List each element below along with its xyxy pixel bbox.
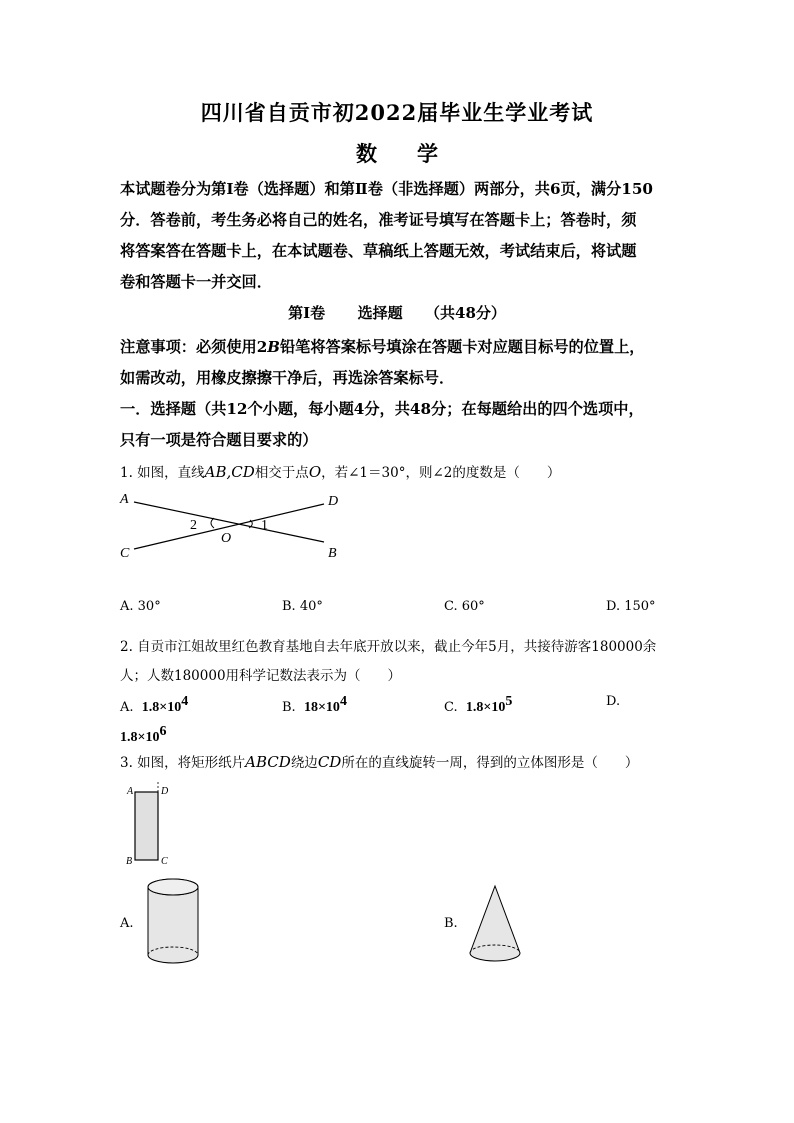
label-angle-2: 2 xyxy=(190,518,197,533)
q2-option-a[interactable] xyxy=(120,694,188,716)
section-heading xyxy=(0,302,794,323)
option-exponent: 4 xyxy=(181,694,189,709)
section-heading-part: （共48分） xyxy=(425,304,506,322)
rectangle-abcd-figure xyxy=(120,780,180,870)
notice-math: B xyxy=(267,338,280,356)
notice-text: 铅笔将答案标号填涂在答题卡对应题目标号的位置上， xyxy=(279,338,645,356)
option-label: C. xyxy=(444,700,458,715)
q1-option-a[interactable]: A. 30° xyxy=(120,599,161,614)
option-value: 1.8×10 xyxy=(465,700,506,715)
q1-option-c[interactable]: C. 60° xyxy=(444,599,485,614)
label-d: D xyxy=(328,494,339,509)
q2-option-d-label[interactable]: D. xyxy=(606,694,621,709)
q-text: 1. 如图，直线 xyxy=(120,465,205,481)
angle-2-arc xyxy=(211,518,214,528)
label-a: A xyxy=(120,492,129,507)
label-c: C xyxy=(161,856,168,867)
option-label: A. xyxy=(120,700,134,715)
option-exponent: 4 xyxy=(339,694,347,709)
section-heading-part: 第Ⅰ卷 xyxy=(288,304,326,322)
notice-line: 如需改动，用橡皮擦擦干净后，再选涂答案标号． xyxy=(120,369,455,387)
q1-option-b[interactable]: B. 40° xyxy=(282,599,323,614)
q-text: 3. 如图，将矩形纸片 xyxy=(120,755,246,771)
q-math: AB,CD xyxy=(204,463,255,481)
option-label: B. xyxy=(282,700,296,715)
label-o: O xyxy=(221,531,232,546)
label-c: C xyxy=(120,546,130,561)
question-1-stem xyxy=(120,461,560,481)
q-math: CD xyxy=(317,753,342,771)
part-heading-line: 一．选择题（共12个小题，每小题4分，共48分；在每题给出的四个选项中， xyxy=(120,400,644,418)
option-exponent: 5 xyxy=(505,694,513,709)
q-text: 所在的直线旋转一周，得到的立体图形是（ ） xyxy=(341,755,639,771)
option-value: 1.8×10 xyxy=(120,730,160,745)
question-2-line: 2. 自贡市江姐故里红色教育基地自去年底开放以来，截止今年5月，共接待游客180000余 xyxy=(120,639,657,655)
label-angle-1: 1 xyxy=(261,518,268,533)
q1-option-d[interactable]: D. 150° xyxy=(606,599,656,614)
q-text: ，若∠1＝30°，则∠2的度数是（ ） xyxy=(321,465,561,481)
q2-option-b[interactable] xyxy=(282,694,347,716)
cylinder-icon[interactable] xyxy=(142,875,204,970)
q-math: O xyxy=(308,463,322,481)
q3-option-b-label[interactable]: B. xyxy=(444,916,458,931)
rectangle-abcd xyxy=(135,792,158,860)
q-text: 绕边 xyxy=(290,755,318,771)
section-heading-part: 选择题 xyxy=(357,304,403,322)
intersecting-lines-figure xyxy=(110,485,360,570)
option-value: 1.8×10 xyxy=(141,700,182,715)
subject-char-1: 数 xyxy=(356,141,377,166)
q2-option-d-value[interactable] xyxy=(120,724,166,746)
cone-icon[interactable] xyxy=(465,882,525,967)
q2-option-c[interactable] xyxy=(444,694,512,716)
question-2-line: 人；人数180000用科学记数法表示为（ ） xyxy=(120,668,402,684)
notice-line xyxy=(120,332,680,363)
subject-title xyxy=(0,138,794,168)
label-d: D xyxy=(161,786,169,797)
notice-paragraph xyxy=(120,332,680,456)
q-text: 相交于点 xyxy=(254,465,309,481)
subject-char-2: 学 xyxy=(417,141,438,166)
option-value: 18×10 xyxy=(303,700,340,715)
intro-line: 分．答卷前，考生务必将自己的姓名，准考证号填写在答题卡上；答卷时，须 xyxy=(120,211,637,229)
intro-line: 将答案答在答题卡上，在本试题卷、草稿纸上答题无效，考试结束后，将试题 xyxy=(120,242,637,260)
part-heading-line: 只有一项是符合题目要求的） xyxy=(120,431,318,449)
option-exponent: 6 xyxy=(159,724,167,739)
label-b: B xyxy=(126,856,133,867)
label-a: A xyxy=(127,786,134,797)
intro-paragraph xyxy=(120,174,680,298)
exam-title: 四川省自贡市初2022届毕业生学业考试 xyxy=(200,100,594,125)
q-math: ABCD xyxy=(245,753,291,771)
label-b: B xyxy=(328,546,337,561)
q3-option-a-label[interactable]: A. xyxy=(120,916,134,931)
notice-text: 注意事项：必须使用2 xyxy=(120,338,268,356)
question-3-stem xyxy=(120,751,638,771)
intro-line: 卷和答题卡一并交回． xyxy=(120,273,272,291)
intro-line: 本试题卷分为第Ⅰ卷（选择题）和第Ⅱ卷（非选择题）两部分，共6页，满分150 xyxy=(120,180,653,198)
